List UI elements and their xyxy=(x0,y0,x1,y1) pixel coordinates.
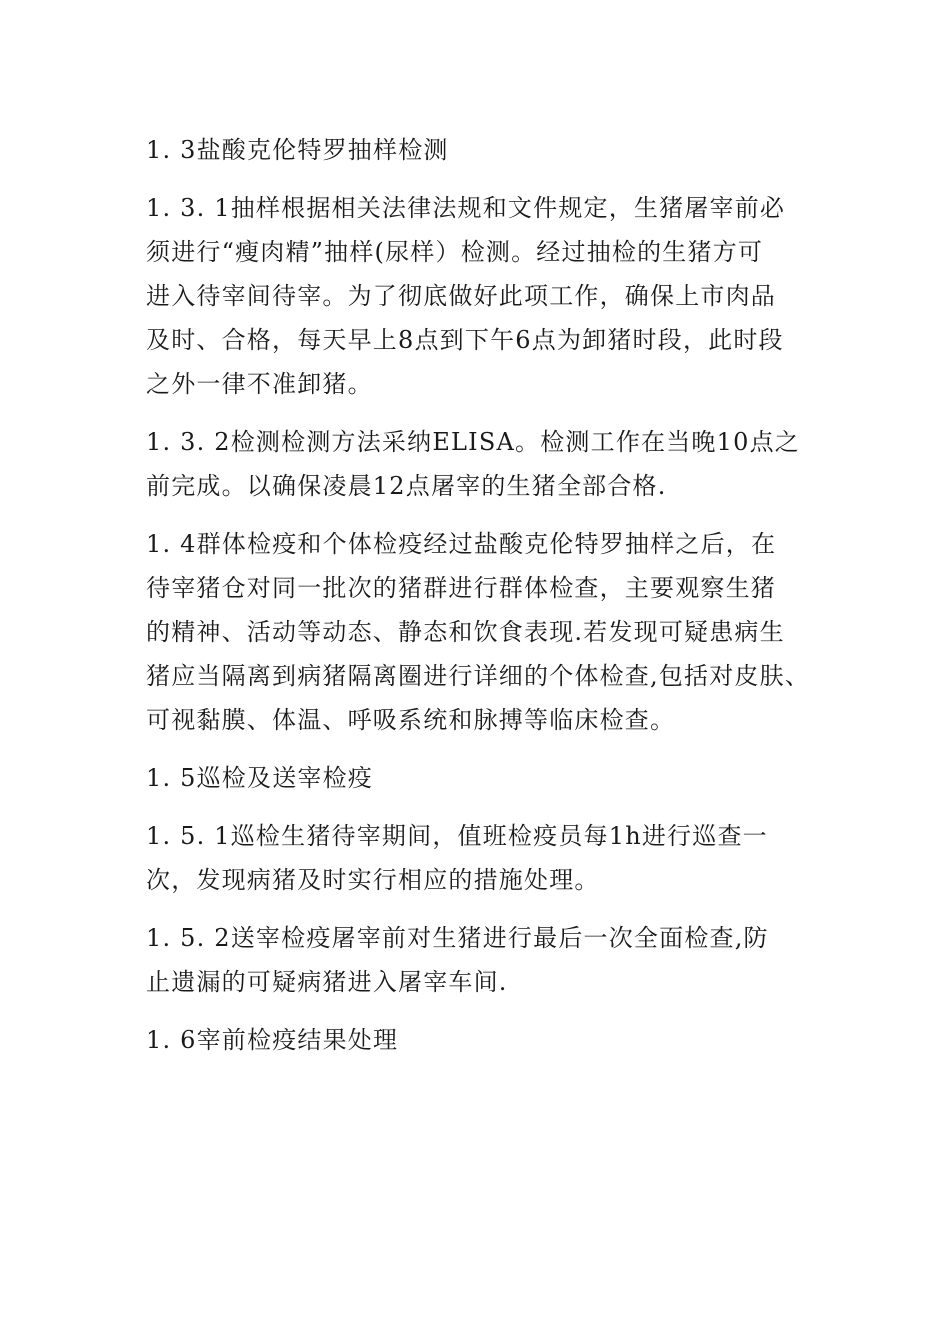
text-line: 及时、合格，每天早上8点到下午6点为卸猪时段，此时段 xyxy=(146,326,784,354)
paragraph-1-3-2 xyxy=(146,420,806,508)
text-line: 须进行“瘦肉精”抽样(尿样）检测。经过抽检的生猪方可 xyxy=(146,238,764,266)
text-line: 前完成。以确保凌晨12点屠宰的生猪全部合格. xyxy=(146,472,667,500)
paragraph-1-5-2 xyxy=(146,916,806,1004)
paragraph-1-5-1 xyxy=(146,814,806,902)
document-body xyxy=(146,128,811,1076)
text-line: 1. 4群体检疫和个体检疫经过盐酸克伦特罗抽样之后，在 xyxy=(146,530,777,558)
text-line: 1. 5. 2送宰检疫屠宰前对生猪进行最后一次全面检查,防 xyxy=(146,924,769,952)
text-line: 1. 3盐酸克伦特罗抽样检测 xyxy=(146,136,449,164)
section-heading-1-3 xyxy=(146,128,806,172)
paragraph-1-4 xyxy=(146,522,811,742)
section-heading-1-5 xyxy=(146,756,806,800)
text-line: 进入待宰间待宰。为了彻底做好此项工作，确保上市肉品 xyxy=(146,282,776,310)
text-line: 1. 3. 1抽样根据相关法律法规和文件规定，生猪屠宰前必 xyxy=(146,194,786,222)
text-line: 次，发现病猪及时实行相应的措施处理。 xyxy=(146,866,600,894)
text-line: 1. 3. 2检测检测方法采纳ELISA。检测工作在当晚10点之 xyxy=(146,428,800,456)
text-line: 可视黏膜、体温、呼吸系统和脉搏等临床检查。 xyxy=(146,706,676,734)
text-line: 的精神、活动等动态、静态和饮食表现.若发现可疑患病生 xyxy=(146,618,785,646)
section-heading-1-6 xyxy=(146,1018,806,1062)
text-line: 待宰猪仓对同一批次的猪群进行群体检查，主要观察生猪 xyxy=(146,574,776,602)
text-line: 1. 5. 1巡检生猪待宰期间，值班检疫员每1h进行巡查一 xyxy=(146,822,768,850)
text-line: 猪应当隔离到病猪隔离圈进行详细的个体检查,包括对皮肤、 xyxy=(146,662,811,690)
paragraph-1-3-1 xyxy=(146,186,806,406)
text-line: 1. 6宰前检疫结果处理 xyxy=(146,1026,399,1054)
text-line: 1. 5巡检及送宰检疫 xyxy=(146,764,373,792)
text-line: 之外一律不准卸猪。 xyxy=(146,370,373,398)
text-line: 止遗漏的可疑病猪进入屠宰车间. xyxy=(146,968,508,996)
